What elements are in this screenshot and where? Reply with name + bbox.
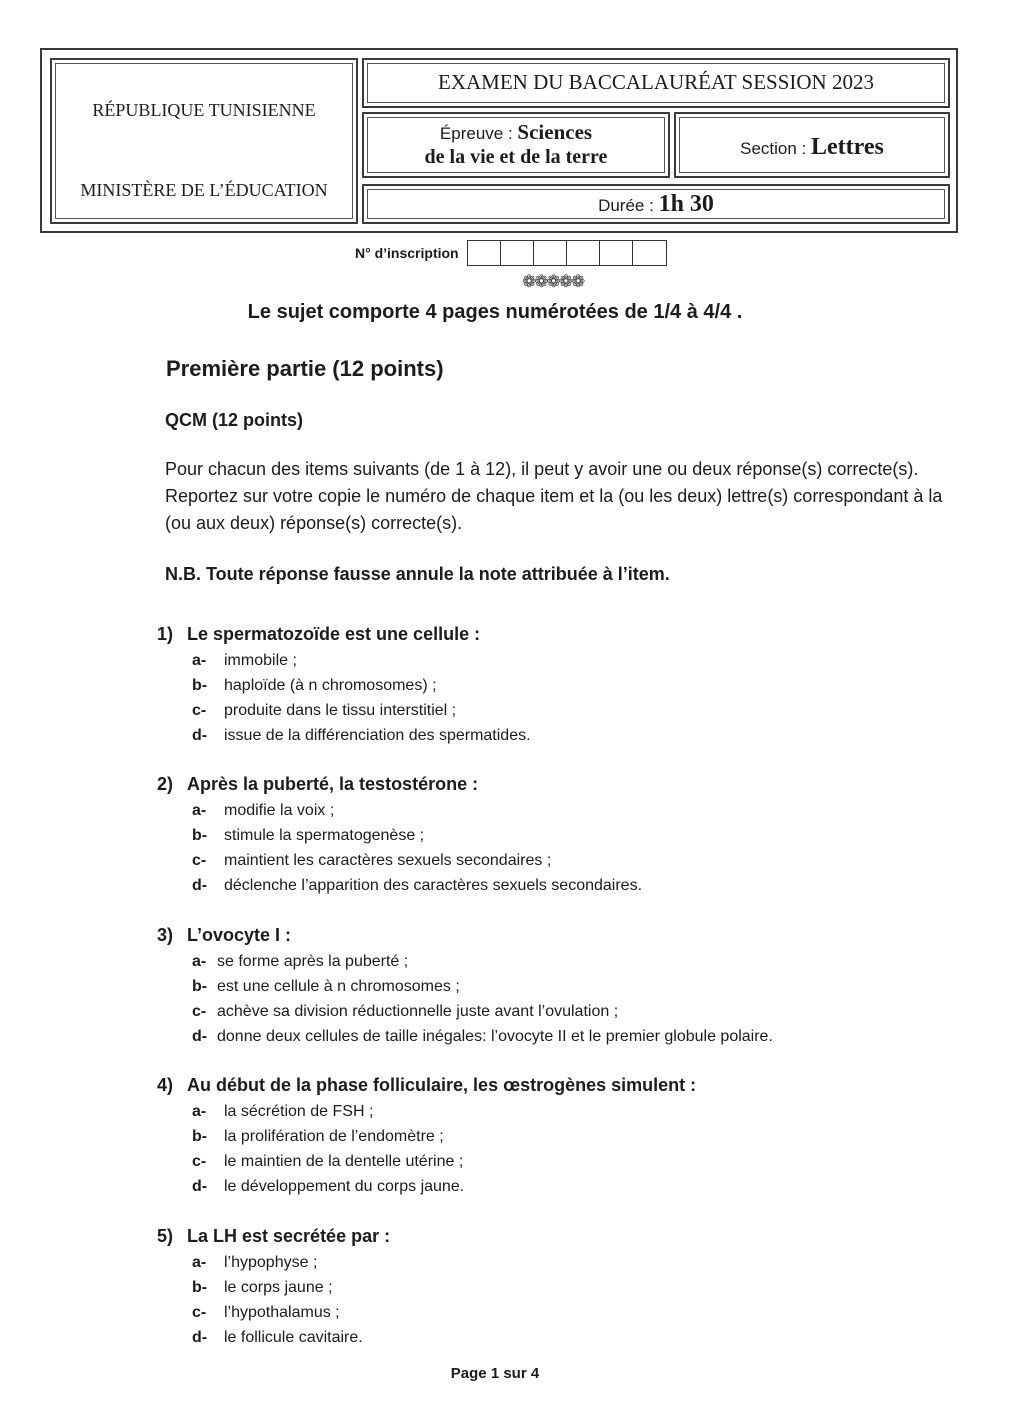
- option: [157, 823, 957, 848]
- question-5: [157, 1222, 957, 1350]
- question-text: Le spermatozoïde est une cellule :: [187, 624, 481, 644]
- inscription-boxes[interactable]: [467, 240, 667, 266]
- option-text: achève sa division réductionnelle juste avant l’ovulation ;: [217, 1003, 619, 1020]
- option: [157, 1250, 957, 1275]
- option-text: l’hypophyse ;: [224, 1254, 318, 1271]
- option-letter: a-: [192, 652, 207, 669]
- section-box: [674, 112, 950, 178]
- question-text: La LH est secrétée par :: [187, 1226, 391, 1246]
- duree-label: Durée :: [598, 196, 654, 215]
- option: [157, 1024, 957, 1049]
- question-stem: [157, 1071, 957, 1099]
- option: [157, 798, 957, 823]
- option-text: se forme après la puberté ;: [217, 953, 409, 970]
- option-letter: a-: [192, 802, 207, 819]
- epreuve-line-1: [364, 120, 668, 145]
- republic-label: RÉPUBLIQUE TUNISIENNE: [92, 100, 316, 120]
- option: [157, 1325, 957, 1350]
- option-letter: b-: [192, 978, 208, 995]
- ministry-label: MINISTÈRE DE L’ÉDUCATION: [80, 180, 328, 200]
- option: [157, 673, 957, 698]
- exam-title: EXAMEN DU BACCALAURÉAT SESSION 2023: [438, 70, 874, 94]
- option-text: stimule la spermatogenèse ;: [224, 827, 425, 844]
- duree-value: 1h 30: [658, 191, 714, 217]
- option-letter: d-: [192, 1028, 208, 1045]
- option-text: haploïde (à n chromosomes) ;: [224, 677, 437, 694]
- option: [157, 1174, 957, 1199]
- option-text: est une cellule à n chromosomes ;: [217, 978, 460, 995]
- epreuve-value-1: Sciences: [517, 120, 593, 144]
- epreuve-label: Épreuve :: [439, 124, 513, 143]
- nb-note: N.B. Toute réponse fausse annule la note attribuée à l’item.: [165, 564, 670, 584]
- instructions: Pour chacun des items suivants (de 1 à 12), il peut y avoir une ou deux réponse(s) correcte(s). Reportez sur votre copie le numéro de chaque item et la (ou les deux) lettre(s) correspondant à la (ou aux deux) réponse(s) correcte(s).: [165, 459, 943, 533]
- question-stem: [157, 620, 957, 648]
- option-text: maintient les caractères sexuels secondaires ;: [224, 852, 552, 869]
- pages-note: Le sujet comporte 4 pages numérotées de 1/4 à 4/4 .: [247, 301, 743, 323]
- option-letter: c-: [192, 1304, 207, 1321]
- option-text: l’hypothalamus ;: [224, 1304, 340, 1321]
- option: [157, 949, 957, 974]
- option-letter: d-: [192, 1329, 208, 1346]
- section-line: [676, 134, 948, 161]
- exam-header: [40, 48, 958, 233]
- exam-title-box: [362, 58, 950, 108]
- option-letter: d-: [192, 1178, 208, 1195]
- option: [157, 1300, 957, 1325]
- question-number: 2): [157, 774, 174, 794]
- inscription-cell[interactable]: [468, 241, 501, 265]
- question-text: L’ovocyte I :: [187, 925, 292, 945]
- option: [157, 1099, 957, 1124]
- option-text: la prolifération de l’endomètre ;: [224, 1128, 444, 1145]
- epreuve-value-2: de la vie et de la terre: [424, 146, 608, 168]
- option-text: la sécrétion de FSH ;: [224, 1103, 374, 1120]
- option-text: le développement du corps jaune.: [224, 1178, 465, 1195]
- question-number: 5): [157, 1226, 174, 1246]
- ornament-divider: ❁❁❁❁❁: [522, 272, 584, 291]
- option-letter: d-: [192, 877, 208, 894]
- question-3: [157, 921, 957, 1049]
- option-letter: a-: [192, 1103, 207, 1120]
- option: [157, 698, 957, 723]
- option-letter: c-: [192, 852, 207, 869]
- duree-box: [362, 184, 950, 224]
- inscription-cell[interactable]: [534, 241, 567, 265]
- option: [157, 873, 957, 898]
- question-number: 1): [157, 624, 174, 644]
- question-stem: [157, 1222, 957, 1250]
- option-text: produite dans le tissu interstitiel ;: [224, 702, 457, 719]
- option-text: modifie la voix ;: [224, 802, 335, 819]
- option: [157, 999, 957, 1024]
- question-text: Après la puberté, la testostérone :: [187, 774, 479, 794]
- option-letter: c-: [192, 702, 207, 719]
- option-letter: c-: [192, 1153, 207, 1170]
- option-letter: a-: [192, 953, 207, 970]
- option-letter: b-: [192, 827, 208, 844]
- question-stem: [157, 921, 957, 949]
- option-text: issue de la différenciation des spermatides.: [224, 727, 531, 744]
- option: [157, 848, 957, 873]
- option-text: le corps jaune ;: [224, 1279, 333, 1296]
- option: [157, 1124, 957, 1149]
- question-1: [157, 620, 957, 748]
- option-text: donne deux cellules de taille inégales: l’ovocyte II et le premier globule polaire.: [217, 1028, 773, 1045]
- inscription-label: N° d’inscription: [355, 245, 459, 261]
- page-footer: Page 1 sur 4: [450, 1365, 540, 1382]
- institution-box: [50, 58, 358, 224]
- option-letter: b-: [192, 1128, 208, 1145]
- option-letter: d-: [192, 727, 208, 744]
- duree-line: [364, 191, 948, 218]
- inscription-cell[interactable]: [600, 241, 633, 265]
- option-letter: c-: [192, 1003, 207, 1020]
- option: [157, 1149, 957, 1174]
- option-text: le maintien de la dentelle utérine ;: [224, 1153, 464, 1170]
- option-letter: b-: [192, 677, 208, 694]
- option-text: le follicule cavitaire.: [224, 1329, 363, 1346]
- option: [157, 723, 957, 748]
- inscription-cell[interactable]: [567, 241, 600, 265]
- inscription-cell[interactable]: [501, 241, 534, 265]
- question-text: Au début de la phase folliculaire, les œstrogènes simulent :: [187, 1075, 697, 1095]
- option-letter: a-: [192, 1254, 207, 1271]
- option-text: déclenche l’apparition des caractères sexuels secondaires.: [224, 877, 643, 894]
- section-value: Lettres: [811, 134, 884, 160]
- option: [157, 1275, 957, 1300]
- option: [157, 974, 957, 999]
- question-number: 3): [157, 925, 174, 945]
- option-text: immobile ;: [224, 652, 297, 669]
- question-2: [157, 770, 957, 898]
- part-title: Première partie (12 points): [166, 356, 444, 381]
- inscription-row: [355, 240, 667, 266]
- epreuve-box: [362, 112, 670, 178]
- question-4: [157, 1071, 957, 1199]
- option: [157, 648, 957, 673]
- option-letter: b-: [192, 1279, 208, 1296]
- question-number: 4): [157, 1075, 174, 1095]
- section-label: Section :: [740, 139, 807, 158]
- inscription-cell[interactable]: [633, 241, 666, 265]
- qcm-title: QCM (12 points): [165, 410, 303, 430]
- question-stem: [157, 770, 957, 798]
